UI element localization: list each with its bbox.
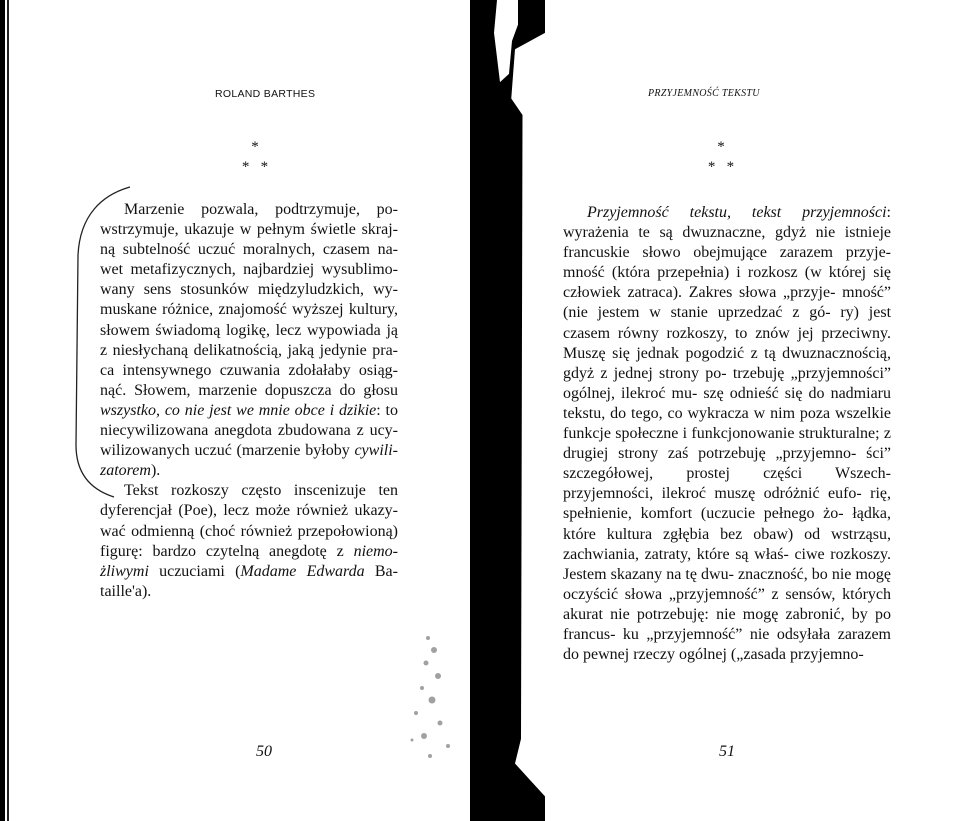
italic-phrase: Przyjemność tekstu, tekst przyjemności: [587, 204, 887, 221]
text-line: szę odnieść się do nadmiaru tekstu, do tego,: [563, 384, 892, 422]
text-line: łądka, które kultura zgłębia bez obaw) od: [563, 505, 891, 543]
text-line: wany sens stosunków międzyludzkich, wy-: [100, 281, 398, 299]
italic-title: Madame Edwarda: [240, 562, 365, 580]
text-line: nąć. Słowem, marzenie dopuszcza do głosu: [100, 381, 398, 399]
text-line: ry) jest czasem równy rozkoszy, to znów jej: [563, 304, 892, 342]
page-edge-shadow: [0, 0, 14, 821]
text-line: społeczne i funkcjonowanie strukturalne;: [615, 425, 884, 443]
page-number-left: 50: [256, 743, 272, 760]
divider-stars-bottom: * *: [707, 159, 735, 175]
text-line: ną subtelność uczuć moralnych, czasem na-: [100, 241, 398, 259]
text-line: ku „przyjemność” nie odsyłała zarazem do: [563, 625, 891, 664]
italic-quote: wszystko, co nie jest we mnie obce i dzikie: [100, 401, 377, 419]
text-line: dyferencjał (Poe), lecz może również ukazy-: [100, 502, 398, 520]
right-body-text: [563, 203, 891, 665]
text-fragment: Ba-: [364, 562, 398, 580]
text-fragment: : to: [376, 401, 398, 419]
text-line: z niesłychaną delikatnością, jaką jedynie pra-: [100, 341, 398, 359]
text-line: rię, spełnienie, komfort (uczucie pełnego żo-: [563, 485, 891, 523]
italic-word: niemo-: [353, 542, 398, 560]
text-line: ści” szczegółowej, prostej części Wszech-: [563, 445, 891, 483]
italic-word: żliwymi: [100, 562, 149, 580]
section-divider-right: [691, 137, 751, 177]
paragraph: [563, 203, 891, 665]
text-line: wać odmienną (choć również przepołowioną): [100, 522, 398, 540]
text-line: dwuznacznością, gdyż z jednej strony po-: [563, 344, 891, 382]
text-fragment: ).: [150, 462, 161, 480]
text-fragment: figurę: bardzo czytelną anegdotę z: [100, 542, 354, 560]
text-line: mność (która przepełnia) i rozkosz (w której: [563, 264, 874, 282]
running-head-right: PRZYJEMNOŚĆ TEKSTU: [648, 88, 760, 99]
running-head-left: ROLAND BARTHES: [215, 88, 316, 100]
section-divider-left: [225, 137, 285, 177]
text-line: Marzenie pozwala, podtrzymuje, po-: [124, 201, 398, 218]
text-line: muskane różnice, znajomość wyższej kultury,: [100, 301, 398, 319]
text-line: trzebuję „przyjemności” ogólnej, ilekroć mu-: [563, 364, 892, 402]
text-line: ciwe rozkoszy. Jestem skazany na tę dwu-: [563, 545, 892, 583]
paragraph: [100, 481, 398, 602]
text-line: znaczność, bo nie mogę oczyścić słowa: [563, 565, 892, 603]
text-line: wstrząsu, zachwiania, zatraty, które są właś-: [563, 525, 891, 563]
text-line: słowem świadomą logikę, lecz wypowiada ją: [100, 321, 398, 339]
text-line: wet metafizycznych, najbardziej wysublimo-: [100, 261, 398, 279]
divider-stars-bottom: * *: [241, 159, 269, 175]
text-line: z drugiej strony zaś potrzebuję „przyjemno-: [563, 425, 891, 463]
text-line: wyrażenia te są dwuznaczne, gdyż nie istnieje: [563, 224, 891, 242]
text-fragment: wilizowanych uczuć (marzenie byłoby: [100, 442, 355, 460]
text-line: przyjemności, ilekroć muszę odróżnić eufo-: [563, 485, 871, 503]
text-line: potrzebuję: nie mogę zabronić, by po francus-: [563, 605, 891, 643]
text-line: się człowiek zatraca). Zakres słowa „przyje-: [563, 264, 891, 302]
divider-star-top: *: [717, 139, 725, 155]
italic-word: cywili-: [354, 442, 398, 460]
text-fragment: :: [886, 204, 891, 221]
text-line: mność” (nie jestem w stanie uprzedzać z gó-: [563, 284, 891, 322]
text-line: francuskie słowo obejmujące zarazem przyje-: [563, 244, 891, 262]
text-line: wstrzymuje, ukazuje w pełnym świetle skraj-: [100, 221, 398, 239]
scan-smudge: [388, 628, 468, 768]
page-number-right: 51: [719, 743, 735, 760]
text-fragment: uczuciami (: [148, 562, 241, 580]
text-line: Tekst rozkoszy często inscenizuje ten: [124, 482, 398, 500]
italic-word: zatorem: [100, 462, 151, 480]
text-line: niecywilizowana anegdota zbudowana z ucy-: [100, 422, 398, 440]
text-line: ca intensywnego czuwania zdołałaby osiąg-: [100, 361, 398, 379]
left-body-text: [100, 200, 398, 602]
text-line: „przyjemność” z sensów, których akurat nie: [563, 585, 891, 623]
divider-star-top: *: [251, 139, 259, 155]
paragraph: [100, 200, 398, 481]
text-line: przeciwny. Muszę się jednak pogodzić z tą: [563, 324, 891, 362]
text-line: co wykracza w nim poza wszelkie funkcje: [563, 404, 892, 443]
text-line: taille'a).: [100, 582, 152, 600]
text-line: pewnej rzeczy ogólnej („zasada przyjemno-: [583, 646, 864, 664]
